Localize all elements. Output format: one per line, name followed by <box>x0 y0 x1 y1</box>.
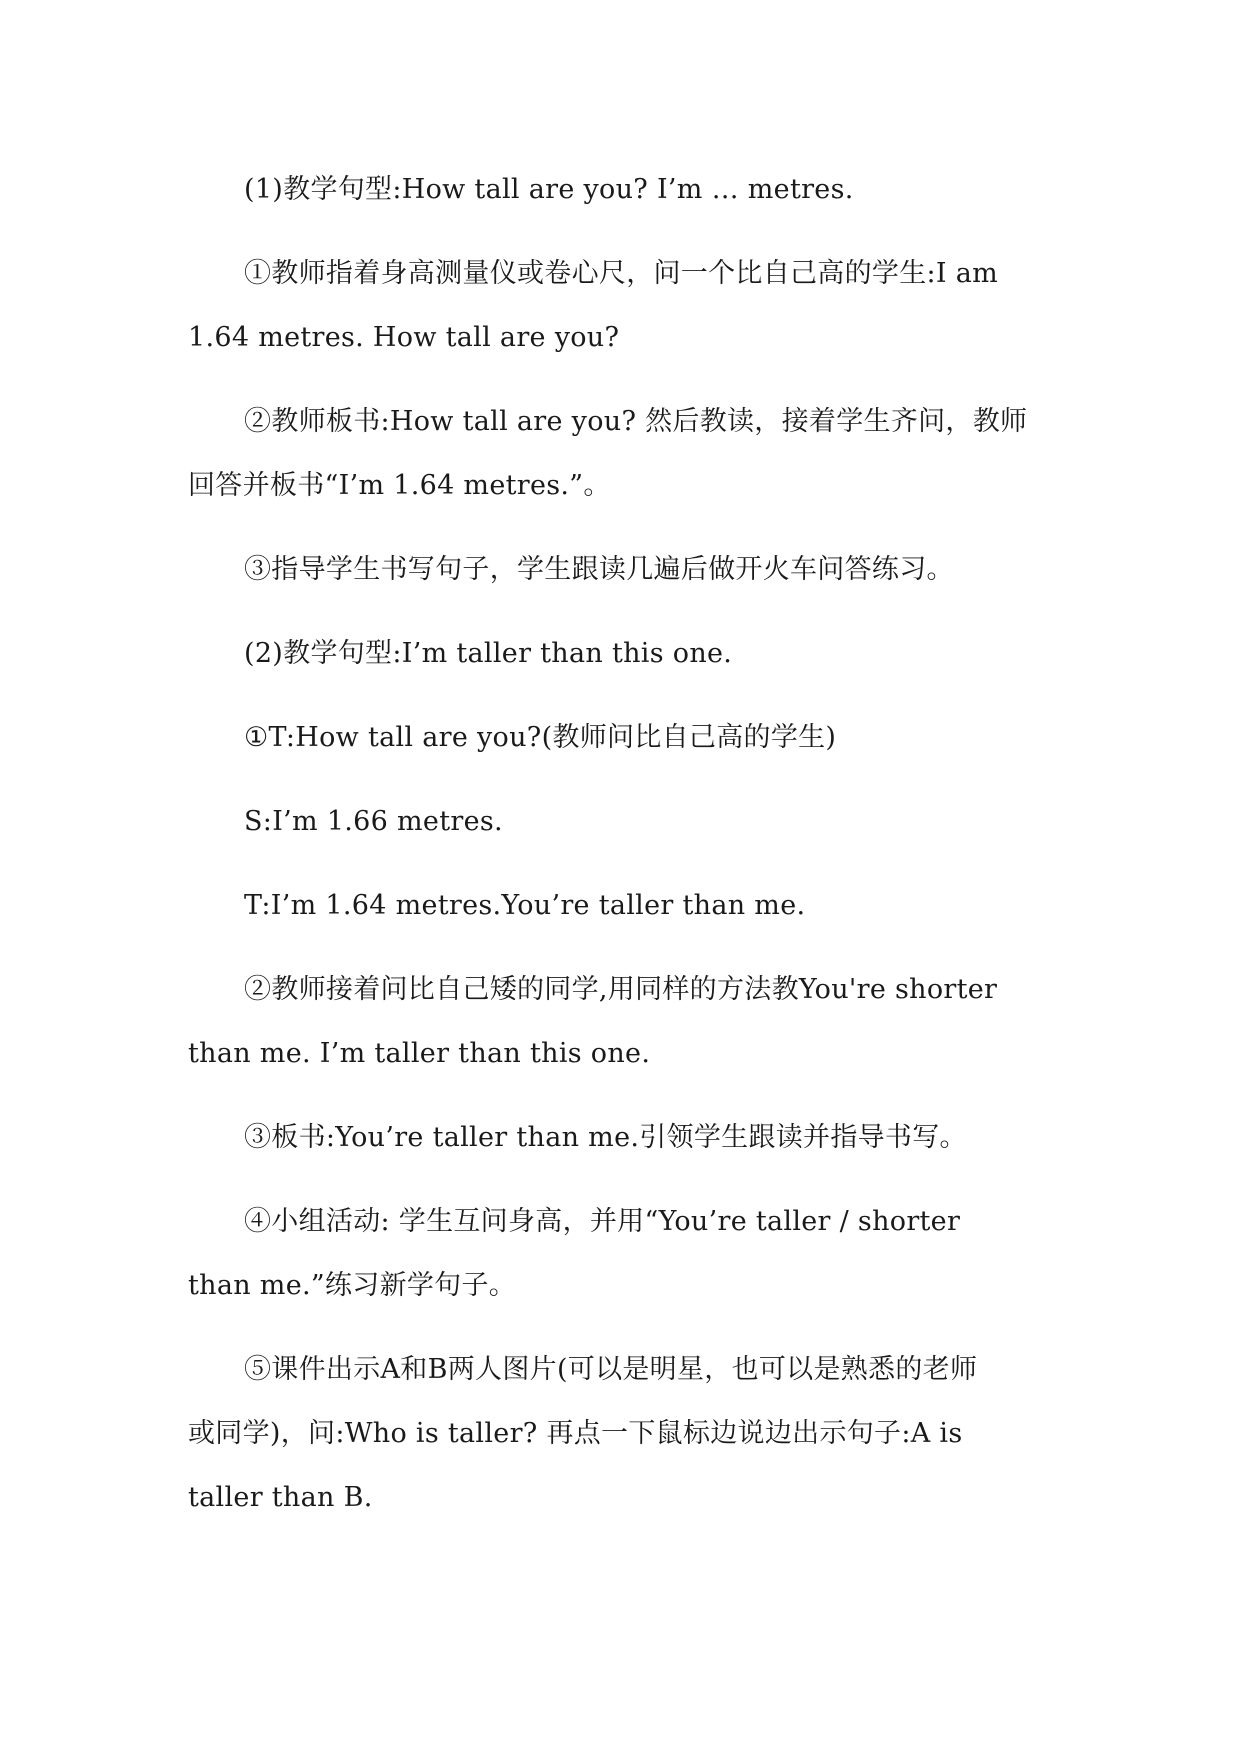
paragraph-10 <box>188 1106 1058 1170</box>
paragraph-line: 1.64 metres. How tall are you? <box>188 322 620 353</box>
paragraph-line: ⑤课件出示A和B两人图片(可以是明星，也可以是熟悉的老师 <box>244 1354 978 1385</box>
paragraph-line: S:I’m 1.66 metres. <box>244 806 503 837</box>
document-body <box>188 158 1058 1550</box>
paragraph-1 <box>188 158 1058 222</box>
paragraph-line: ②教师板书:How tall are you? 然后教读，接着学生齐问，教师 <box>244 406 1028 437</box>
paragraph-11 <box>188 1190 1058 1318</box>
paragraph-5 <box>188 622 1058 686</box>
paragraph-line: ①教师指着身高测量仪或卷心尺，问一个比自己高的学生:I am <box>244 258 999 289</box>
paragraph-6 <box>188 706 1058 770</box>
paragraph-8 <box>188 874 1058 938</box>
paragraph-4 <box>188 538 1058 602</box>
paragraph-12 <box>188 1338 1058 1530</box>
paragraph-2 <box>188 242 1058 370</box>
paragraph-7 <box>188 790 1058 854</box>
paragraph-line: ③指导学生书写句子，学生跟读几遍后做开火车问答练习。 <box>244 554 954 585</box>
paragraph-line: (1)教学句型:How tall are you? I’m … metres. <box>244 174 854 205</box>
paragraph-line: (2)教学句型:I’m taller than this one. <box>244 638 733 669</box>
paragraph-line: than me. I’m taller than this one. <box>188 1038 651 1069</box>
paragraph-9 <box>188 958 1058 1086</box>
paragraph-line: 或同学)，问:Who is taller? 再点一下鼠标边说边出示句子:A is <box>188 1418 963 1449</box>
paragraph-line: T:I’m 1.64 metres.You’re taller than me. <box>244 890 806 921</box>
paragraph-line: ②教师接着问比自己矮的同学,用同样的方法教You're shorter <box>244 974 998 1005</box>
paragraph-line: than me.”练习新学句子。 <box>188 1270 517 1301</box>
paragraph-line: ③板书:You’re taller than me.引领学生跟读并指导书写。 <box>244 1122 967 1153</box>
paragraph-3 <box>188 390 1058 518</box>
paragraph-line: taller than B. <box>188 1482 373 1513</box>
paragraph-line: ①T:How tall are you?(教师问比自己高的学生) <box>244 722 837 753</box>
paragraph-line: 回答并板书“I’m 1.64 metres.”。 <box>188 470 611 501</box>
paragraph-line: ④小组活动: 学生互问身高，并用“You’re taller / shorter <box>244 1206 961 1237</box>
